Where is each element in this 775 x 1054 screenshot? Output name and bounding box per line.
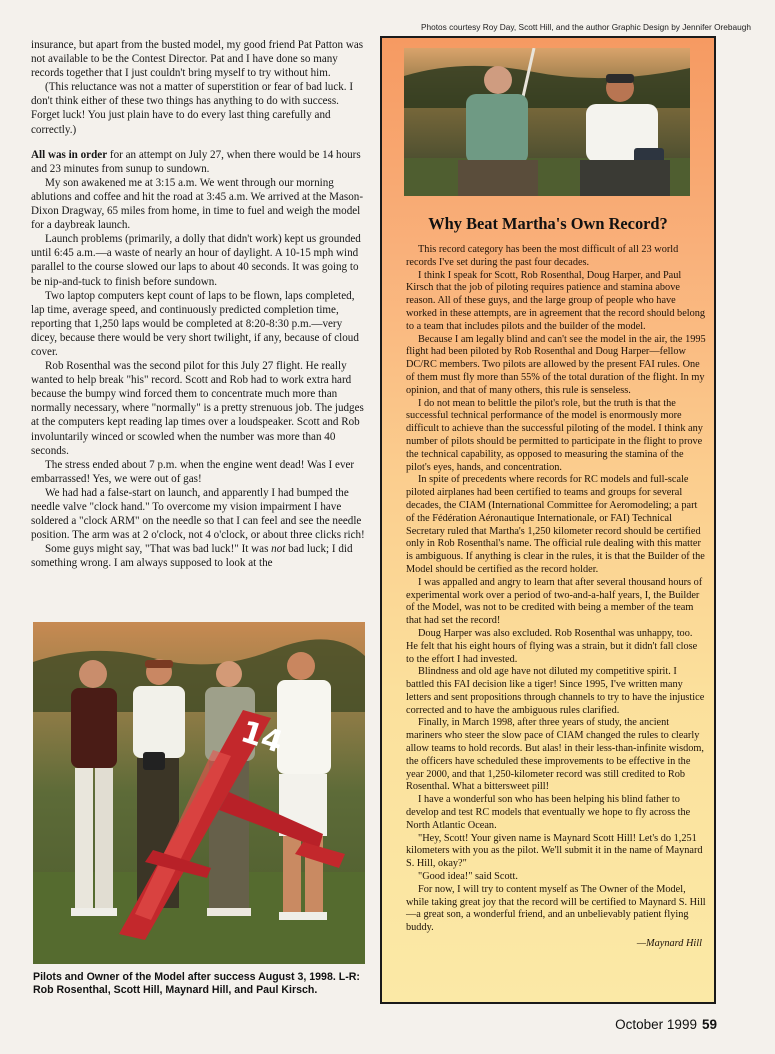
sidebar-paragraph: "Good idea!" said Scott. bbox=[418, 871, 518, 883]
sidebar-paragraph: I do not mean to belittle the pilot's role, but the truth is that the successful technical performance of the model is enormously more difficult to achieve than the successful piloting of the model. I think any number of pilots should be permitted to participate in the flight to prove the technical capability, as opposed to measuring the stamina of the pilot's eyes, hands, and concentration. bbox=[406, 397, 703, 473]
sidebar-paragraph: Blindness and old age have not diluted my competitive spirit. I battled this FAI decision like a tiger! Since 1995, I've written many letters and sent propositions through channels to try to have the injustice corrected and to have the ambiguous rules clarified. bbox=[406, 666, 705, 716]
sidebar-paragraph: I have a wonderful son who has been helping his blind father to develop and test RC models that eventually we hope to fly across the North Atlantic Ocean. bbox=[406, 794, 691, 831]
photo-caption: Pilots and Owner of the Model after success August 3, 1998. L-R: Rob Rosenthal, Scott Hill, Maynard Hill, and Paul Kirsch. bbox=[33, 971, 360, 997]
article-paragraph: Two laptop computers kept count of laps to be flown, laps completed, lap time, average speed, and continuously predicted completion time, reporting that 1,250 laps would be completed at 8:20-8:30 p.m.—very dicey, because there would be very short twilight, if any, because of cloud cover. bbox=[31, 289, 359, 358]
photo-credits: Photos courtesy Roy Day, Scott Hill, and the author Graphic Design by Jennifer Orebaugh bbox=[420, 22, 751, 32]
sidebar-paragraph: In spite of precedents where records for RC models and full-scale piloted airplanes had been certified to teams and groups for several decades, the CIAM (International Committee for Aeromodeling; a part of the Fédération Aéronautique Internationale, or FAI) Technical Secretary ruled that Martha's 1,250 kilometer record should be certified only in Rob Rosenthal's name. The official rule dealing with this matter is ambiguous. If anything is clear in the rules, it is that the Builder of the Model should be certified as the record holder. bbox=[406, 474, 705, 575]
plane-number: 14 bbox=[236, 714, 288, 761]
article-paragraph: Rob Rosenthal was the second pilot for this July 27 flight. He really wanted to help break "his" record. Scott and Rob had to work extra hard because the bumpy wind forced them to concentrate much more than normally necessary, where "normally" is a pretty strenuous job. The judges at the computers kept reading lap times over a loudspeaker. Scott and Rob involuntarily winced or scowled when the number was more than 40 seconds. bbox=[31, 360, 364, 457]
article-paragraph bbox=[31, 148, 366, 176]
article-paragraph: My son awakened me at 3:15 a.m. We went through our morning ablutions and coffee and hit the road at 3:45 a.m. We arrived at the Mason-Dixon Dragway, 65 miles from home, in time to fuel and weigh the model for a daybreak launch. bbox=[31, 176, 364, 232]
team-photo-illustration bbox=[33, 622, 365, 964]
sidebar-paragraph: Because I am legally blind and can't see the model in the air, the 1995 flight had been piloted by Rob Rosenthal and Doug Harper—fellow DC/RC members. Two pilots are allowed by the present FAI rules. One of them must fly more than 55% of the total duration of the flight. In my opinion, and that of many others, this rule is senseless. bbox=[406, 333, 706, 396]
sidebar-box bbox=[380, 36, 716, 1004]
article-paragraph: insurance, but apart from the busted model, my good friend Pat Patton was not available to be the Contest Director. Pat and I have done so many records together that I just couldn't bring myself to try without him. bbox=[31, 39, 364, 80]
sidebar-title: Why Beat Martha's Own Record? bbox=[428, 214, 668, 233]
article-paragraph: We had had a false-start on launch, and apparently I had bumped the needle valve "clock hand." To overcome my vision impairment I have soldered a "clock ARM" on the needle so that I can feel and see the needle position. The arm was at 2 o'clock, not 4 o'clock, or about three clicks rich! bbox=[31, 486, 365, 542]
emphasis: not bbox=[271, 543, 286, 556]
article-paragraph: The stress ended about 7 p.m. when the engine went dead! Was I ever embarrassed! Yes, we were out of gas! bbox=[31, 458, 355, 485]
page-footer bbox=[615, 1017, 717, 1032]
article-paragraph: Launch problems (primarily, a dolly that didn't work) kept us grounded until 6:45 a.m.—a waste of nearly an hour of daylight. A 10-15 mph wind parallel to the course slowed our laps to about 40 seconds. It was going to be nip-and-tuck to finish before sundown. bbox=[31, 233, 361, 288]
article-paragraph: (This reluctance was not a matter of superstition or fear of bad luck. I don't think either of these two things has anything to do with success. Forget luck! You just plain have to do every last thing carefully and correctly.) bbox=[31, 81, 354, 136]
sidebar-paragraph: "Hey, Scott! Your given name is Maynard Scott Hill! Let's do 1,251 kilometers with you as the pilot. We'll submit it in the name of Maynard S. Hill, okay?" bbox=[406, 832, 703, 870]
sidebar-paragraph: This record category has been the most difficult of all 23 world records I've set during the past four decades. bbox=[406, 244, 679, 268]
sidebar-text bbox=[406, 244, 706, 951]
author-signature: —Maynard Hill bbox=[636, 938, 702, 950]
article-paragraph bbox=[31, 542, 366, 570]
team-photo bbox=[33, 622, 365, 964]
page-number: 59 bbox=[701, 1017, 717, 1032]
sidebar-paragraph: For now, I will try to content myself as The Owner of the Model, while taking great joy that the record will be certified to Maynard S. Hill—a great son, a wonderful friend, and an unbelievably patient flying buddy. bbox=[406, 883, 706, 934]
sidebar-paragraph: Doug Harper was also excluded. Rob Rosenthal was unhappy, too. He felt that his eight hours of flying was a strain, but it didn't fall close to the effort I had invested. bbox=[406, 627, 698, 665]
article-left-column bbox=[31, 38, 366, 570]
sidebar-paragraph: Finally, in March 1998, after three years of study, the ancient mariners who steer the slow pace of CIAM changed the rules to clearly allow teams to hold records. But alas! in their less-than-infinite wisdom, the officers have scheduled these improvements to be effective in the year 2000, and that 1,250-kilometer record was still credited to Rob Rosenthal. What a bittersweet pill! bbox=[406, 717, 704, 793]
issue-date: October 1999 bbox=[615, 1017, 697, 1032]
lead-in-bold: All was in order bbox=[31, 148, 108, 161]
lead-in-rest: for an attempt on July 27, when there would be 14 hours and 23 minutes from sunup to sundown. bbox=[31, 148, 361, 175]
sidebar-paragraph: I was appalled and angry to learn that after several thousand hours of experimental work over a period of two-and-a-half years, I, the Builder of the Model, was not to be credited with being a member of the team that had set the record! bbox=[406, 576, 703, 627]
pilots-photo bbox=[404, 48, 690, 196]
pilots-photo-illustration bbox=[404, 48, 690, 196]
last-para-start: Some guys might say, "That was bad luck!" It was bbox=[45, 543, 272, 556]
last-para-end: bad luck; I did something wrong. I am always supposed to look at the bbox=[31, 543, 353, 570]
sidebar-paragraph: I think I speak for Scott, Rob Rosenthal, Doug Harper, and Paul Kirsch that the job of piloting requires patience and stamina above reason. All of these guys, and the large group of people who have worked in these attempts, are in agreement that the record should belong to a team that includes pilots and the builder of the model. bbox=[406, 269, 706, 332]
